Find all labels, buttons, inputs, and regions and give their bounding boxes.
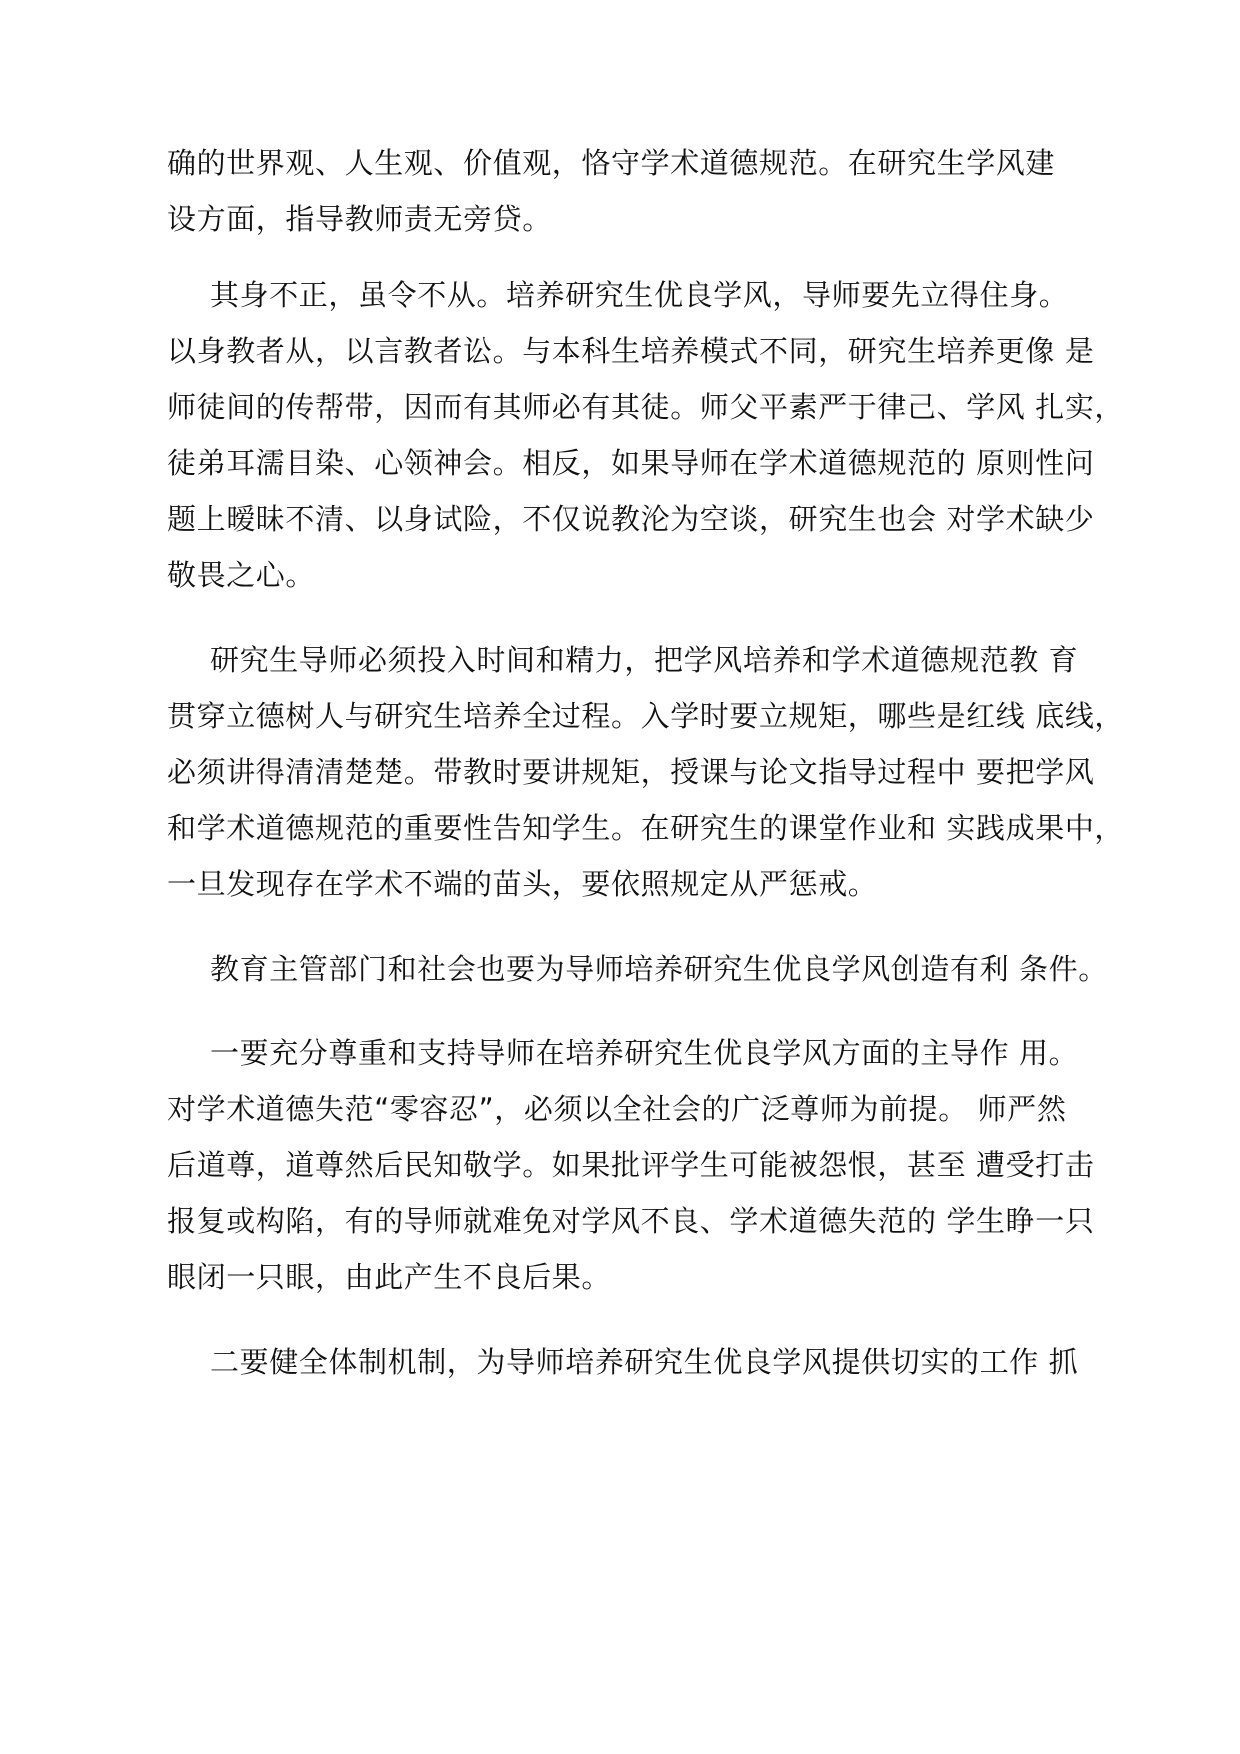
- text-line: 一旦发现存在学术不端的苗头，要依照规定从严惩戒。: [167, 867, 878, 901]
- text-line: 和学术道德规范的重要性告知学生。在研究生的课堂作业和 实践成果中，: [167, 811, 1125, 845]
- text-line: 眼闭一只眼，由此产生不良后果。: [167, 1260, 612, 1294]
- text-line: 其身不正，虽令不从。培养研究生优良学风，导师要先立得住身。: [210, 278, 1069, 312]
- text-line: 研究生导师必须投入时间和精力，把学风培养和学术道德规范教 育: [210, 643, 1079, 677]
- text-line: 二要健全体制机制，为导师培养研究生优良学风提供切实的工作 抓: [210, 1345, 1079, 1379]
- text-line: 必须讲得清清楚楚。带教时要讲规矩，授课与论文指导过程中 要把学风: [167, 755, 1095, 789]
- text-line: 教育主管部门和社会也要为导师培养研究生优良学风创造有利 条件。: [210, 952, 1108, 986]
- text-line: 徒弟耳濡目染、心领神会。相反，如果导师在学术道德规范的 原则性问: [167, 446, 1095, 480]
- text-line: 确的世界观、人生观、价值观，恪守学术道德规范。在研究生学风建: [167, 146, 1056, 180]
- text-line: 一要充分尊重和支持导师在培养研究生优良学风方面的主导作 用。: [210, 1036, 1079, 1070]
- text-line: 报复或构陷，有的导师就难免对学风不良、学术道德失范的 学生睁一只: [167, 1204, 1095, 1238]
- text-line: 设方面，指导教师责无旁贷。: [167, 202, 552, 236]
- text-line: 敬畏之心。: [167, 558, 316, 592]
- text-line: 对学术道德失范“零容忍”，必须以全社会的广泛尊师为前提。 师严然: [167, 1092, 1067, 1126]
- text-line: 以身教者从，以言教者讼。与本科生培养模式不同，研究生培养更像 是: [167, 334, 1095, 368]
- text-line: 师徒间的传帮带，因而有其师必有其徒。师父平素严于律己、学风 扎实，: [167, 390, 1125, 424]
- text-line: 后道尊，道尊然后民知敬学。如果批评学生可能被怨恨，甚至 遭受打击: [167, 1148, 1095, 1182]
- text-line: 题上暧昧不清、以身试险，不仅说教沦为空谈，研究生也会 对学术缺少: [167, 502, 1095, 536]
- text-line: 贯穿立德树人与研究生培养全过程。入学时要立规矩，哪些是红线 底线，: [167, 699, 1125, 733]
